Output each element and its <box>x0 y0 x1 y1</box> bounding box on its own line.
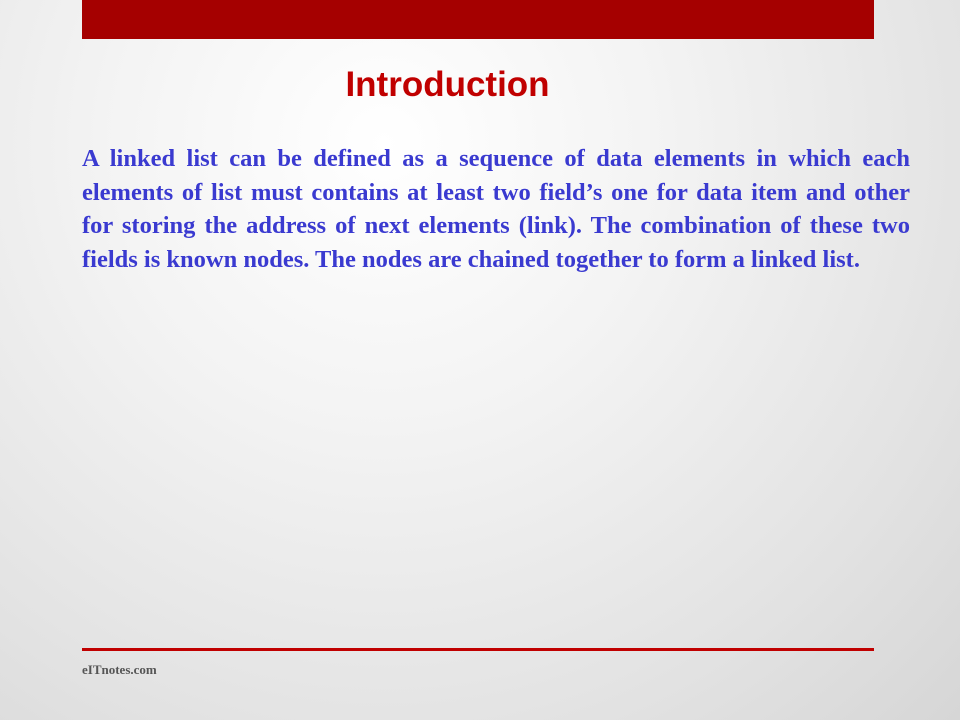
footer-divider <box>82 648 874 651</box>
slide-title: Introduction <box>345 65 550 104</box>
footer-source-text: eITnotes.com <box>82 662 157 677</box>
slide-body-text: A linked list can be defined as a sequence of data elements in which each elements of list must contains at least two field’s one for data item and other for storing the address of next elements (link). The combination of these two fields is known nodes. The nodes are chained together to form a linked list. <box>82 145 910 273</box>
header-accent-bar <box>82 0 874 39</box>
